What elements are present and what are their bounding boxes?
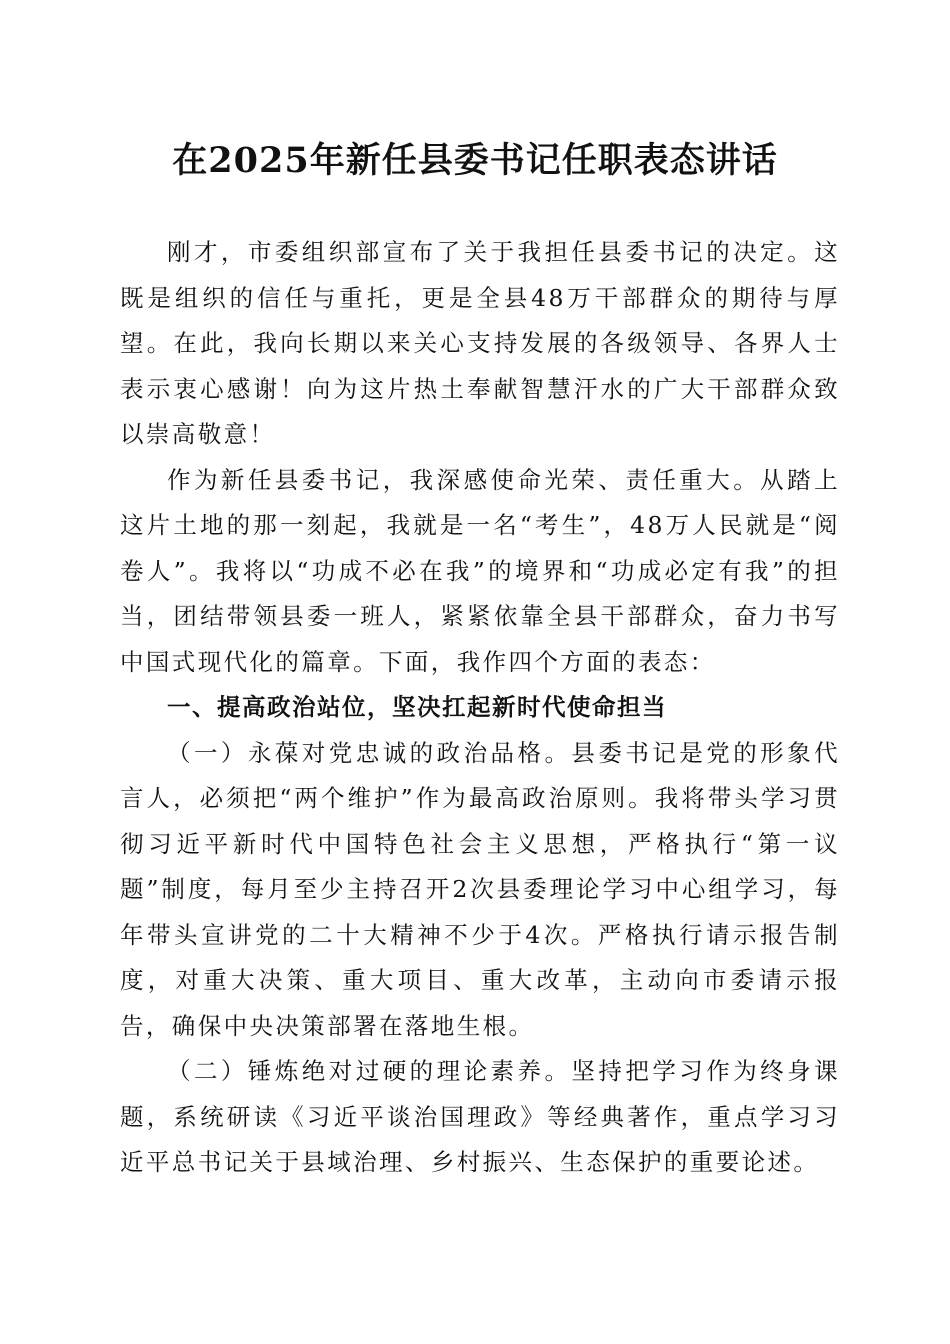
intro-paragraph-2: 作为新任县委书记，我深感使命光荣、责任重大。从踏上这片土地的那一刻起，我就是一名“考生”，48万人民就是“阅卷人”。我将以“功成不必在我”的境界和“功成必定有我”的担当，团结带领县委一班人，紧紧依靠全县干部群众，奋力书写中国式现代化的篇章。下面，我作四个方面的表态：	[120, 465, 840, 676]
section1-paragraph-1: （一）永葆对党忠诚的政治品格。县委书记是党的形象代言人，必须把“两个维护”作为最高政治原则。我将带头学习贯彻习近平新时代中国特色社会主义思想，严格执行“第一议题”制度，每月至少主持召开2次县委理论学习中心组学习，每年带头宣讲党的二十大精神不少于4次。严格执行请示报告制度，对重大决策、重大项目、重大改革，主动向市委请示报告，确保中央决策部署在落地生根。	[120, 738, 840, 1040]
document-title: 在2025年新任县委书记任职表态讲话	[172, 140, 778, 181]
intro-paragraph-1: 刚才，市委组织部宣布了关于我担任县委书记的决定。这既是组织的信任与重托，更是全县48万干部群众的期待与厚望。在此，我向长期以来关心支持发展的各级领导、各界人士表示衷心感谢！向为这片热土奉献智慧汗水的广大干部群众致以崇高敬意！	[120, 238, 840, 448]
section-heading-1: 一、提高政治站位，坚决扛起新时代使命担当	[167, 693, 667, 721]
section1-paragraph-2: （二）锤炼绝对过硬的理论素养。坚持把学习作为终身课题，系统研读《习近平谈治国理政》等经典著作，重点学习习近平总书记关于县域治理、乡村振兴、生态保护的重要论述。	[120, 1057, 840, 1176]
document-body	[120, 230, 840, 1186]
